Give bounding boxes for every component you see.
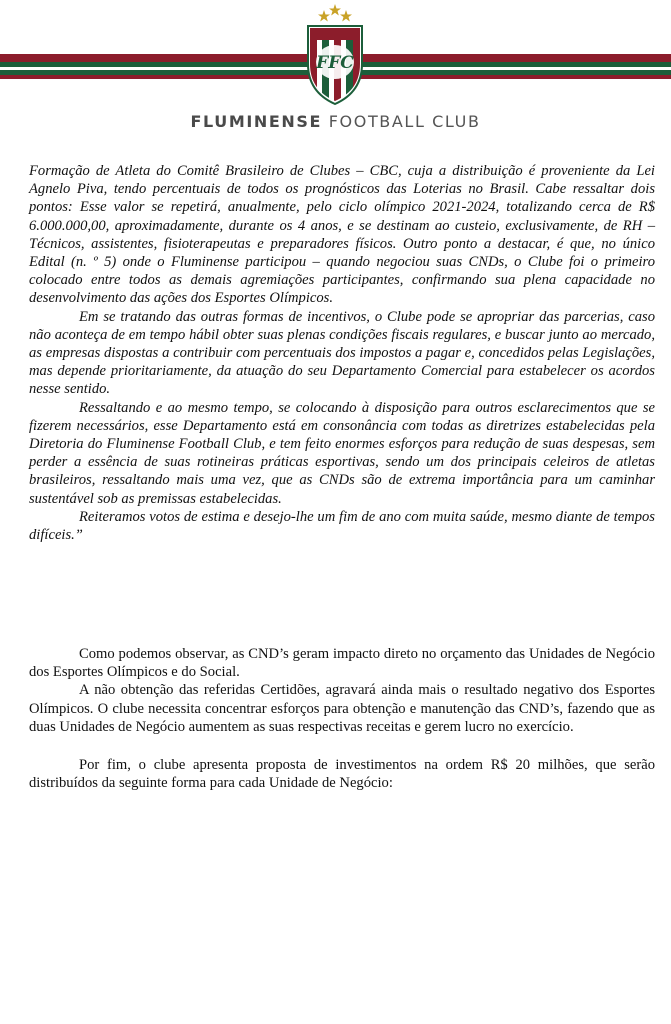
svg-text:FFC: FFC bbox=[316, 53, 354, 73]
quoted-letter bbox=[29, 162, 655, 544]
report-body bbox=[29, 645, 655, 792]
quote-paragraph: Em se tratando das outras formas de incentivos, o Clube pode se apropriar das parcerias, caso não aconteça de em tempo hábil obter suas plenas condições fiscais regulares, e buscar junto ao mercado, as empresas dispostas a contribuir com percentuais dos impostos a pagar e, concedidos pelas Legislações, mas depende prioritariamente, da atuação do seu Departamento Comercial para estabelecer os acordos nesse sentido. bbox=[29, 308, 655, 398]
body-paragraph: Como podemos observar, as CND’s geram impacto direto no orçamento das Unidades de Negócio dos Esportes Olímpicos e do Social. bbox=[29, 646, 655, 681]
body-paragraph: Por fim, o clube apresenta proposta de investimentos na ordem R$ 20 milhões, que serão distribuídos da seguinte forma para cada Unidade de Negócio: bbox=[29, 757, 655, 792]
body-paragraph: A não obtenção das referidas Certidões, agravará ainda mais o resultado negativo dos Esportes Olímpicos. O clube necessita concentrar esforços para obtenção e manutenção das CND’s, fazendo que as duas Unidades de Negócio aumentem as suas respectivas receitas e gerem lucro no exercício. bbox=[29, 682, 655, 735]
quote-paragraph: Ressaltando e ao mesmo tempo, se colocando à disposição para outros esclarecimentos que se fizerem necessários, esse Departamento está em consonância com todas as diretrizes estabelecidas pela Diretoria do Fluminense Football Club, e tem feito enormes esforços para redução de suas despesas, sem perder a essência de suas rotineiras práticas esportivas, sendo um dos principais celeiros de atletas brasileiros, ressaltando mais uma vez, que as CNDs são de extrema importância para um caminhar sustentável sob as premissas estabelecidas. bbox=[29, 399, 655, 507]
quote-paragraph: Formação de Atleta do Comitê Brasileiro de Clubes – CBC, cuja a distribuição é proveniente da Lei Agnelo Piva, tendo percentuais de todos os prognósticos das Loterias no Brasil. Cabe ressaltar dois pontos: Esse valor se repetirá, anualmente, pelo ciclo olímpico 2021-2024, totalizando cerca de R$ 6.000.000,00, aproximadamente, durante os 4 anos, e se destinam ao custeio, exclusivamente, de RH – Técnicos, assistentes, fisioterapeutas e preparadores físicos. Outro ponto a destacar, é que, no único Edital (n. º 5) onde o Fluminense participou – quando negociou suas CNDs, o Clube foi o primeiro colocado entre todos as demais agremiações participantes, confirmando sua plena capacidade no desenvolvimento das ações dos Esportes Olímpicos. bbox=[29, 163, 655, 307]
club-crest-icon bbox=[300, 4, 370, 108]
quote-paragraph: Reiteramos votos de estima e desejo-lhe um fim de ano com muita saúde, mesmo diante de tempos difíceis.” bbox=[29, 508, 655, 544]
club-name: FLUMINENSE FOOTBALL CLUB bbox=[190, 112, 481, 131]
letterhead bbox=[0, 0, 671, 150]
